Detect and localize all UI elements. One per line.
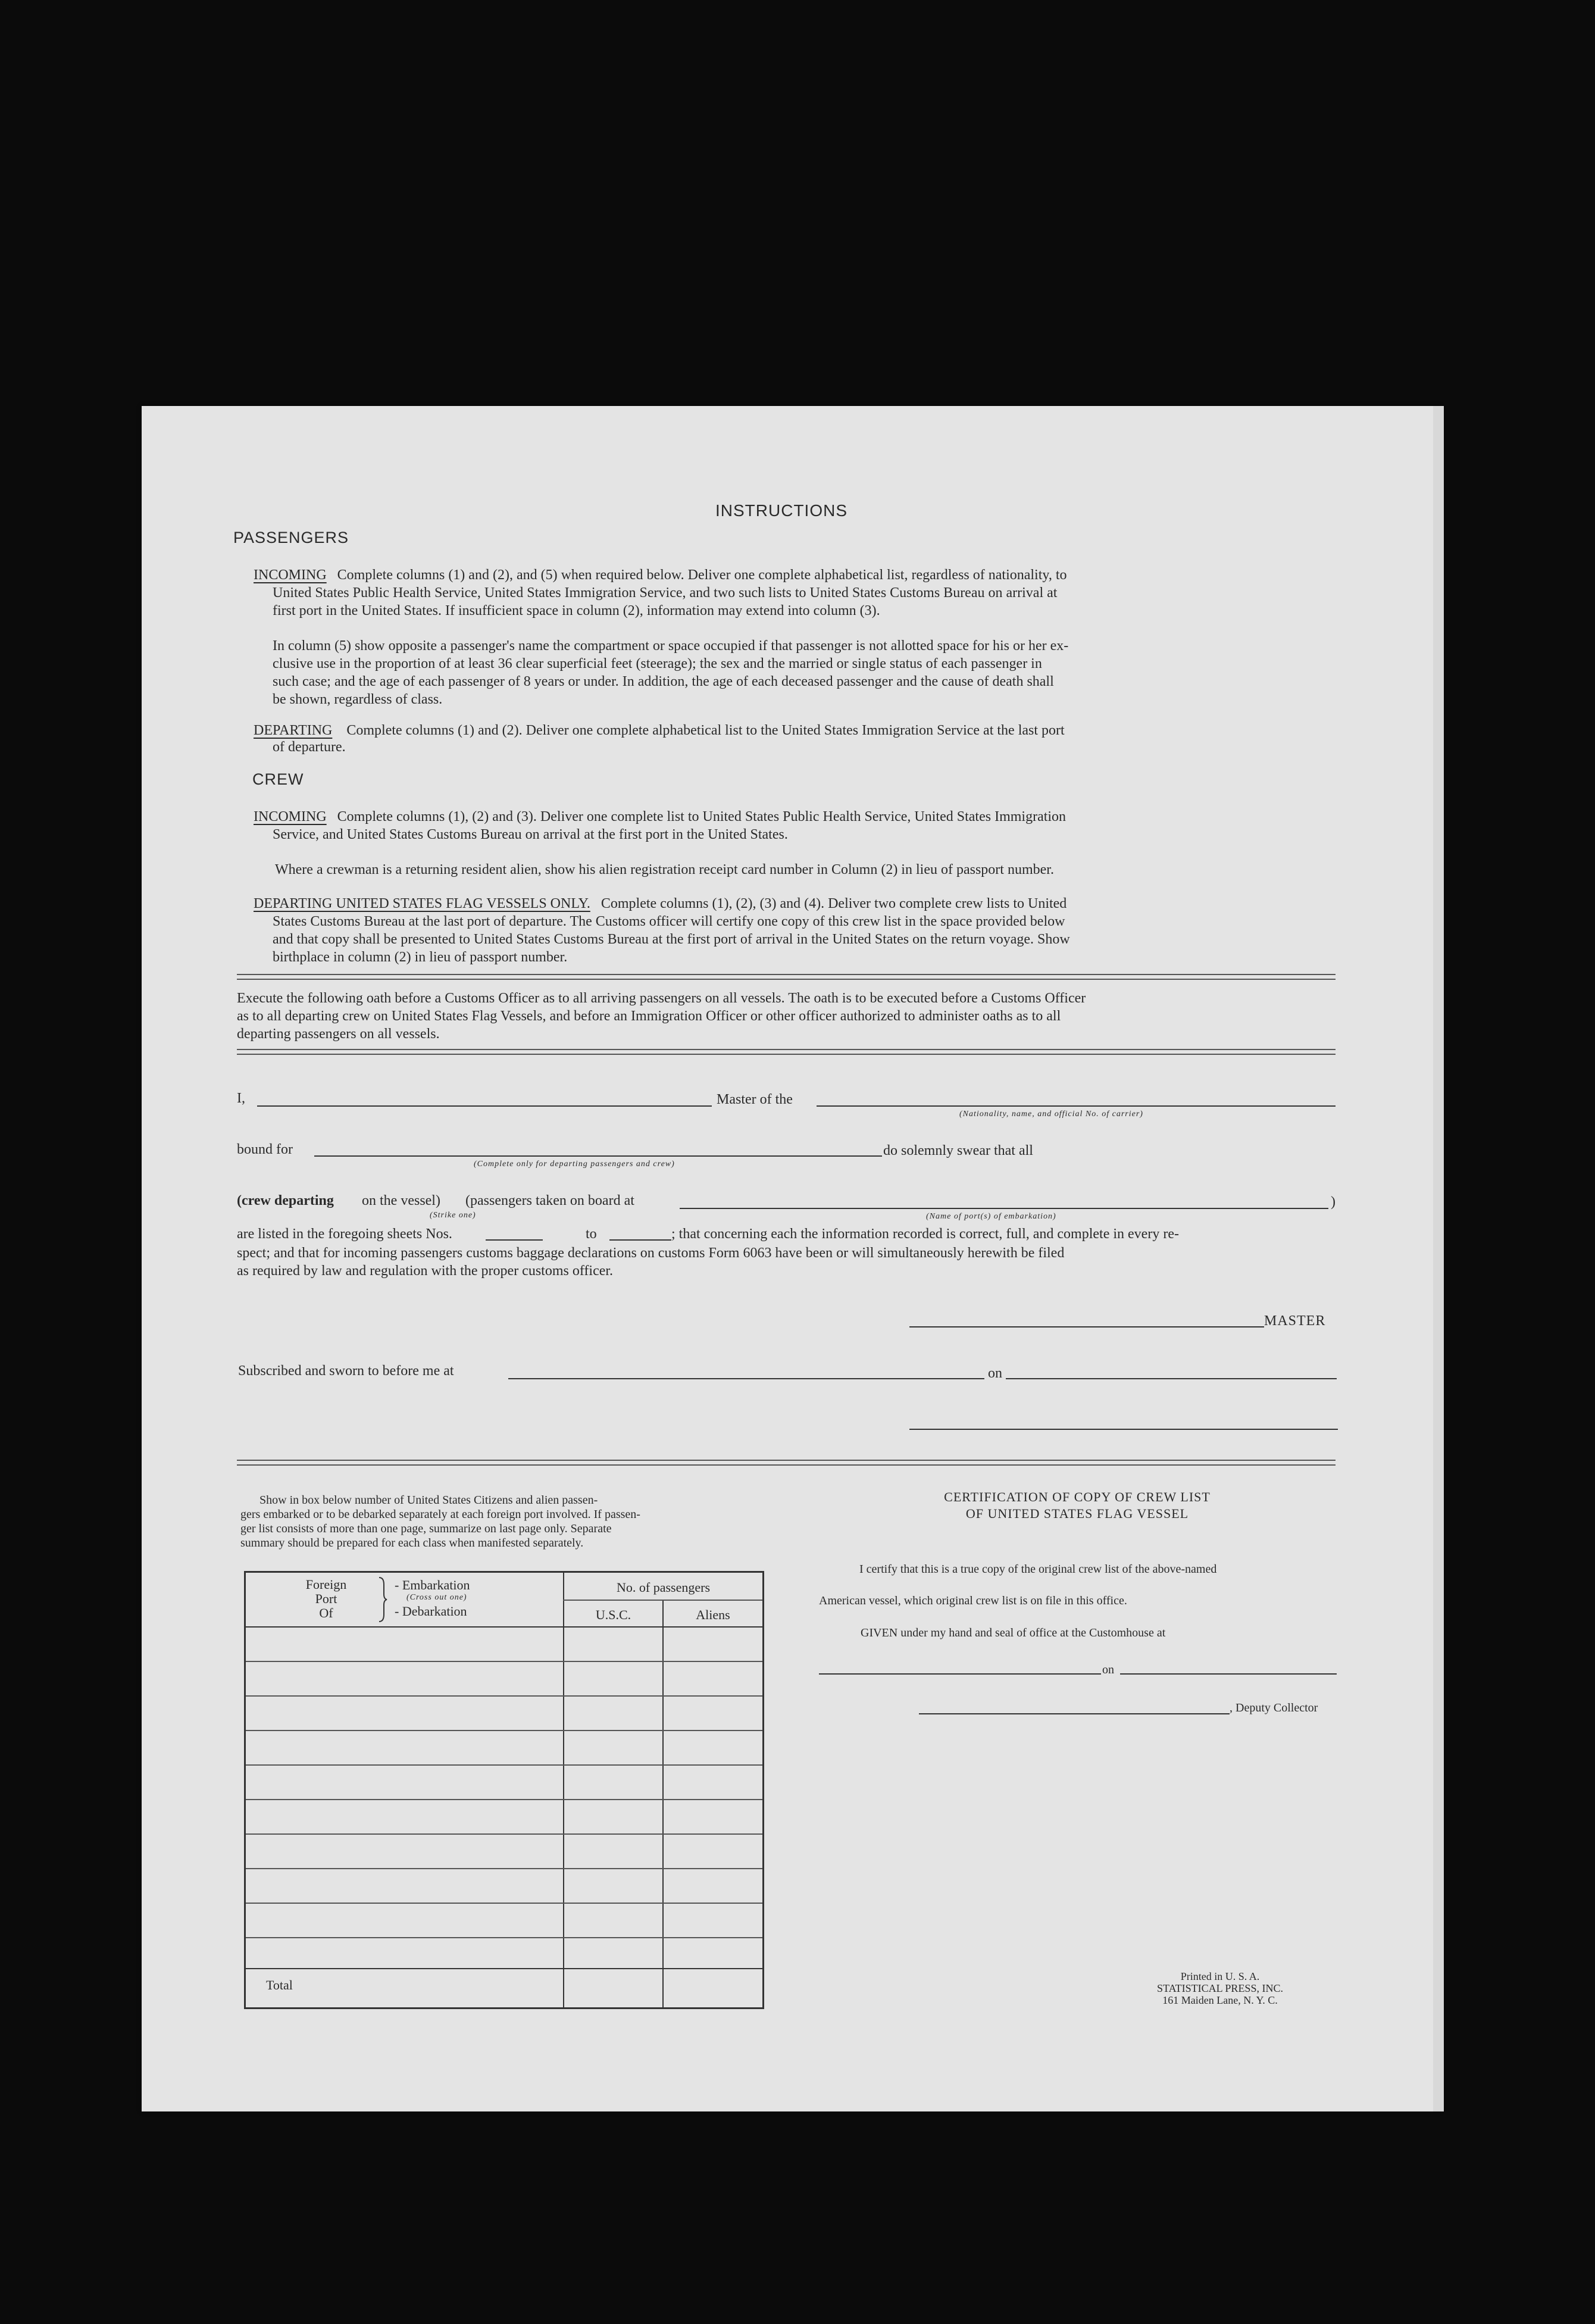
row-line xyxy=(246,1730,762,1731)
to-text: to xyxy=(586,1226,597,1242)
master-name-field[interactable] xyxy=(257,1105,712,1107)
certification-title-2: OF UNITED STATES FLAG VESSEL xyxy=(965,1506,1189,1521)
officer-signature-field[interactable] xyxy=(909,1429,1338,1430)
returning-note: Where a crewman is a returning resident alien, show his alien registration receipt card number in Column (2) in lieu of passport number. xyxy=(275,862,1054,877)
debarkation-label: - Debarkation xyxy=(395,1604,467,1619)
crew-departing-option: (crew departing xyxy=(237,1193,334,1208)
text-line: Execute the following oath before a Customs Officer as to all arriving passengers on all vessels. The oath is to be executed before a Customs Officer xyxy=(237,991,1086,1006)
incoming-label: INCOMING xyxy=(254,809,327,824)
text-line: of departure. xyxy=(273,739,346,755)
master-of-label: Master of the xyxy=(717,1092,793,1107)
customhouse-field[interactable] xyxy=(819,1673,1101,1675)
text-line: United States Public Health Service, United States Immigration Service, and two such lists to United States Customs Bureau on arrival at xyxy=(273,585,1058,601)
row-line xyxy=(246,1695,762,1697)
passengers-departing xyxy=(254,721,1313,739)
passengers-option: (passengers taken on board at xyxy=(465,1193,634,1208)
departing-label: DEPARTING xyxy=(254,723,333,738)
row-line xyxy=(246,1833,762,1835)
bound-for-label: bound for xyxy=(237,1142,293,1157)
no-of-passengers-header: No. of passengers xyxy=(616,1580,711,1595)
cross-out-caption: (Cross out one) xyxy=(406,1593,467,1602)
text-line: and that copy shall be presented to United States Customs Bureau at the first port of arrival in the United States on the return voyage. Show xyxy=(273,932,1070,947)
ports-caption: (Name of port(s) of embarkation) xyxy=(926,1212,1056,1221)
row-line xyxy=(246,1868,762,1869)
passengers-heading: PASSENGERS xyxy=(233,529,349,546)
header-bottom xyxy=(246,1626,762,1628)
certify-date-field[interactable] xyxy=(1120,1673,1337,1675)
carrier-caption: (Nationality, name, and official No. of carrier) xyxy=(959,1110,1143,1119)
text-line: Of xyxy=(319,1605,333,1620)
text-line: first port in the United States. If insufficient space in column (2), information may extend into column (3). xyxy=(273,603,880,619)
certification-title: CERTIFICATION OF COPY OF CREW LIST xyxy=(944,1489,1211,1504)
strike-caption: (Strike one) xyxy=(430,1211,476,1220)
on-label: on xyxy=(1102,1663,1114,1676)
sheets-text: are listed in the foregoing sheets Nos. xyxy=(237,1226,452,1242)
sheet-from-field[interactable] xyxy=(486,1239,543,1241)
crew-heading: CREW xyxy=(252,770,304,788)
ports-field[interactable] xyxy=(680,1208,1328,1209)
text-line: Complete columns (1), (2) and (3). Deliver one complete list to United States Public Health Service, United States Immigration xyxy=(337,809,1067,824)
text-line: Service, and United States Customs Bureau on arrival at the first port in the United States. xyxy=(273,827,788,842)
text-line: birthplace in column (2) in lieu of passport number. xyxy=(273,949,568,965)
text-line: departing passengers on all vessels. xyxy=(237,1026,440,1042)
passengers-incoming xyxy=(254,566,1313,584)
text-line: Complete columns (1), (2), (3) and (4). Deliver two complete crew lists to United xyxy=(601,896,1067,911)
text-line: Foreign xyxy=(305,1577,347,1592)
certify-text-2: American vessel, which original crew list is on file in this office. xyxy=(819,1594,1127,1607)
aliens-header: Aliens xyxy=(696,1607,730,1622)
foreign-port-of-label xyxy=(305,1578,347,1620)
swear-text: do solemnly swear that all xyxy=(883,1143,1033,1158)
sworn-date-field[interactable] xyxy=(1006,1378,1337,1379)
on-vessel-text: on the vessel) xyxy=(362,1193,440,1208)
row-line xyxy=(246,1937,762,1938)
embarkation-label: - Embarkation xyxy=(395,1578,470,1592)
text-line: be shown, regardless of class. xyxy=(273,692,443,707)
departing-label: DEPARTING UNITED STATES FLAG VESSELS ONLY. xyxy=(254,896,590,911)
master-signature-label: MASTER xyxy=(1264,1313,1326,1329)
brace-icon xyxy=(378,1576,387,1623)
text-line: In column (5) show opposite a passenger's name the compartment or space occupied if that passenger is not allotted space for his or her ex- xyxy=(273,638,1069,654)
text-line: summary should be prepared for each class when manifested separately. xyxy=(240,1536,584,1550)
text-line: Complete columns (1) and (2). Deliver one complete alphabetical list to the United States Immigration Service at the last port xyxy=(346,723,1065,738)
text-line: spect; and that for incoming passengers customs baggage declarations on customs Form 6063 have been or will simultaneously herewith be filed xyxy=(237,1245,1065,1261)
text-line: as to all departing crew on United States Flag Vessels, and before an Immigration Officer or other officer authorized to administer oaths as to all xyxy=(237,1008,1061,1024)
total-line xyxy=(246,1968,762,1969)
row-line xyxy=(246,1661,762,1662)
text-line: Show in box below number of United States Citizens and alien passen- xyxy=(259,1494,598,1507)
divider xyxy=(237,1460,1336,1466)
close-paren: ) xyxy=(1331,1194,1336,1210)
text-line: clusive use in the proportion of at least 36 clear superficial feet (steerage); the sex and the married or single status of each passenger in xyxy=(273,656,1042,671)
text-line: such case; and the age of each passenger of 8 years or under. In addition, the age of each deceased passenger and the cause of death shall xyxy=(273,674,1054,689)
carrier-field[interactable] xyxy=(817,1105,1336,1107)
incoming-label: INCOMING xyxy=(254,567,327,583)
row-line xyxy=(246,1764,762,1766)
summary-note xyxy=(259,1493,763,1507)
bound-caption: (Complete only for departing passengers and crew) xyxy=(474,1160,675,1169)
certify-text: I certify that this is a true copy of the original crew list of the above-named xyxy=(859,1563,1217,1576)
given-text: GIVEN under my hand and seal of office at the Customhouse at xyxy=(861,1626,1166,1639)
crew-departing xyxy=(254,895,1315,913)
on-label: on xyxy=(988,1366,1002,1381)
row-line xyxy=(246,1903,762,1904)
bound-for-field[interactable] xyxy=(314,1155,882,1157)
total-label: Total xyxy=(266,1978,293,1992)
text-line: ger list consists of more than one page, summarize on last page only. Separate xyxy=(240,1522,612,1535)
text-line: States Customs Bureau at the last port of departure. The Customs officer will certify one copy of this crew list in the space provided below xyxy=(273,914,1065,929)
text-line: ; that concerning each the information recorded is correct, full, and complete in every re- xyxy=(671,1226,1179,1242)
sworn-place-field[interactable] xyxy=(508,1378,984,1379)
passenger-summary-table xyxy=(244,1571,764,2009)
text-line: Port xyxy=(315,1591,337,1606)
text-line: as required by law and regulation with the proper customs officer. xyxy=(237,1263,614,1279)
text-line: STATISTICAL PRESS, INC. xyxy=(1157,1982,1283,1994)
instructions-title: INSTRUCTIONS xyxy=(715,501,847,520)
row-line xyxy=(246,1799,762,1800)
i-label: I, xyxy=(237,1091,245,1106)
crew-incoming xyxy=(254,808,1315,826)
usc-header: U.S.C. xyxy=(595,1607,631,1622)
column-divider xyxy=(563,1573,564,2007)
text-line: 161 Maiden Lane, N. Y. C. xyxy=(1162,1994,1278,2006)
divider xyxy=(237,974,1336,980)
text-line: Complete columns (1) and (2), and (5) when required below. Deliver one complete alphabetical list, regardless of nationality, to xyxy=(337,567,1067,583)
deputy-signature-field[interactable] xyxy=(919,1713,1230,1714)
printer-imprint xyxy=(1131,1970,1309,2006)
page-edge xyxy=(1433,406,1444,2111)
master-signature-field[interactable] xyxy=(909,1326,1264,1327)
subscribed-label: Subscribed and sworn to before me at xyxy=(238,1363,454,1379)
text-line: Printed in U. S. A. xyxy=(1180,1970,1260,1982)
sheet-to-field[interactable] xyxy=(609,1239,671,1241)
text-line: gers embarked or to be debarked separately at each foreign port involved. If passen- xyxy=(240,1508,640,1521)
deputy-collector-label: , Deputy Collector xyxy=(1230,1701,1318,1714)
header-divider xyxy=(563,1600,762,1601)
divider xyxy=(237,1049,1336,1055)
